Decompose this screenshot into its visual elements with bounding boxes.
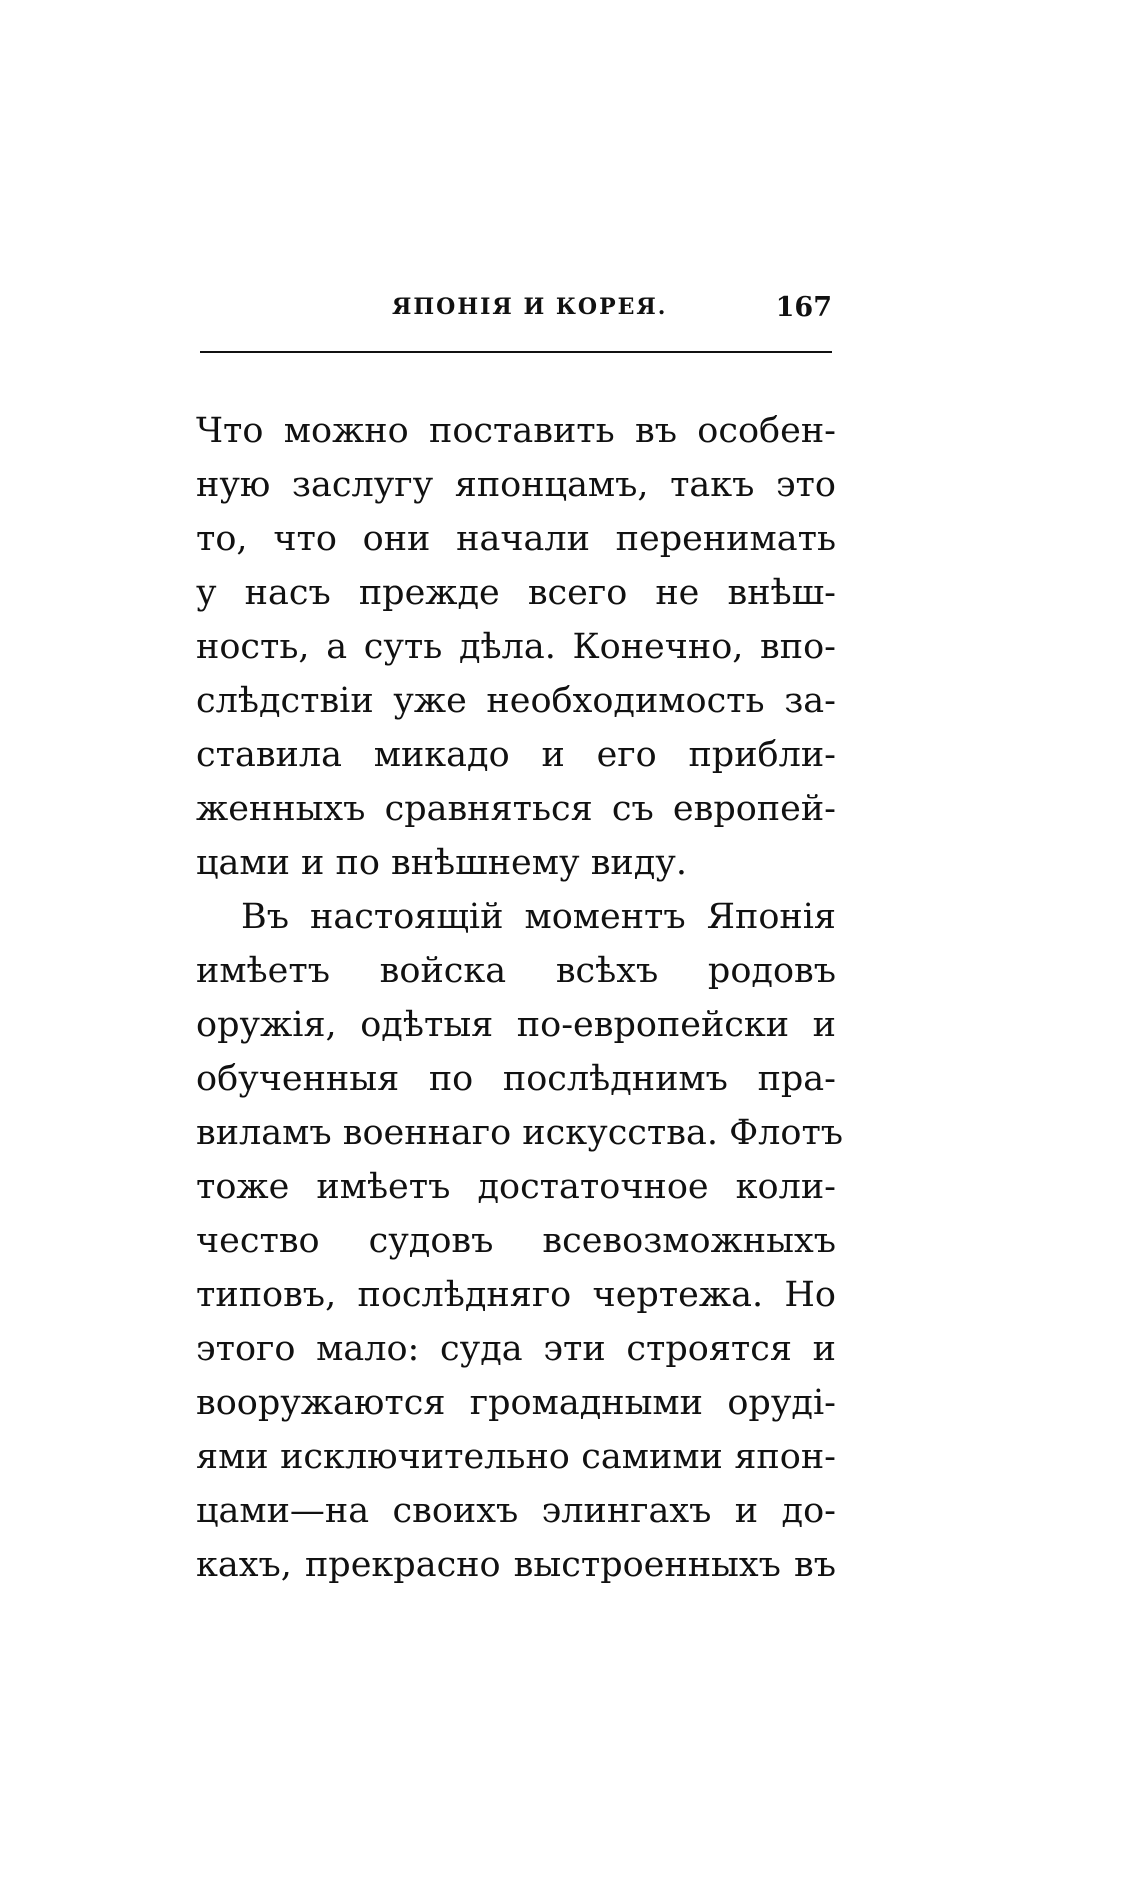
text-line: цами—на своихъ элингахъ и до-	[196, 1491, 836, 1531]
paragraph-2	[196, 890, 844, 1592]
text-line: женныхъ сравняться съ европей-	[196, 789, 836, 829]
text-line: типовъ, послѣдняго чертежа. Но	[196, 1275, 836, 1315]
text-line: Въ настоящій моментъ Японія	[241, 897, 836, 937]
text-line: то, что они начали перенимать	[196, 519, 836, 559]
text-line: имѣетъ войска всѣхъ родовъ	[196, 951, 836, 991]
text-line: ями исключительно самими япон-	[196, 1437, 836, 1477]
running-head	[200, 290, 832, 330]
text-block	[196, 404, 844, 1592]
text-line: у насъ прежде всего не внѣш-	[196, 573, 836, 613]
paragraph-1	[196, 404, 836, 890]
text-line: ность, а суть дѣла. Конечно, впо-	[196, 627, 836, 667]
header-rule	[200, 351, 832, 353]
text-line: цами и по внѣшнему виду.	[196, 843, 687, 883]
text-line: кахъ, прекрасно выстроенныхъ въ	[196, 1545, 836, 1585]
page-number: 167	[775, 292, 832, 323]
text-line: оружія, одѣтыя по-европейски и	[196, 1005, 836, 1045]
text-line: ставила микадо и его прибли-	[196, 735, 836, 775]
text-line: обученныя по послѣднимъ пра-	[196, 1059, 836, 1099]
text-line: слѣдствіи уже необходимость за-	[196, 681, 836, 721]
running-title: ЯПОНІЯ И КОРЕЯ.	[392, 294, 668, 320]
text-line: Что можно поставить въ особен-	[196, 411, 836, 451]
text-line: ную заслугу японцамъ, такъ это	[196, 465, 836, 505]
text-line: этого мало: суда эти строятся и	[196, 1329, 836, 1369]
text-line: тоже имѣетъ достаточное коли-	[196, 1167, 836, 1207]
text-line: виламъ военнаго искусства. Флотъ	[196, 1113, 844, 1153]
text-line: вооружаются громадными орудi-	[196, 1383, 836, 1423]
text-line: чество судовъ всевозможныхъ	[196, 1221, 836, 1261]
